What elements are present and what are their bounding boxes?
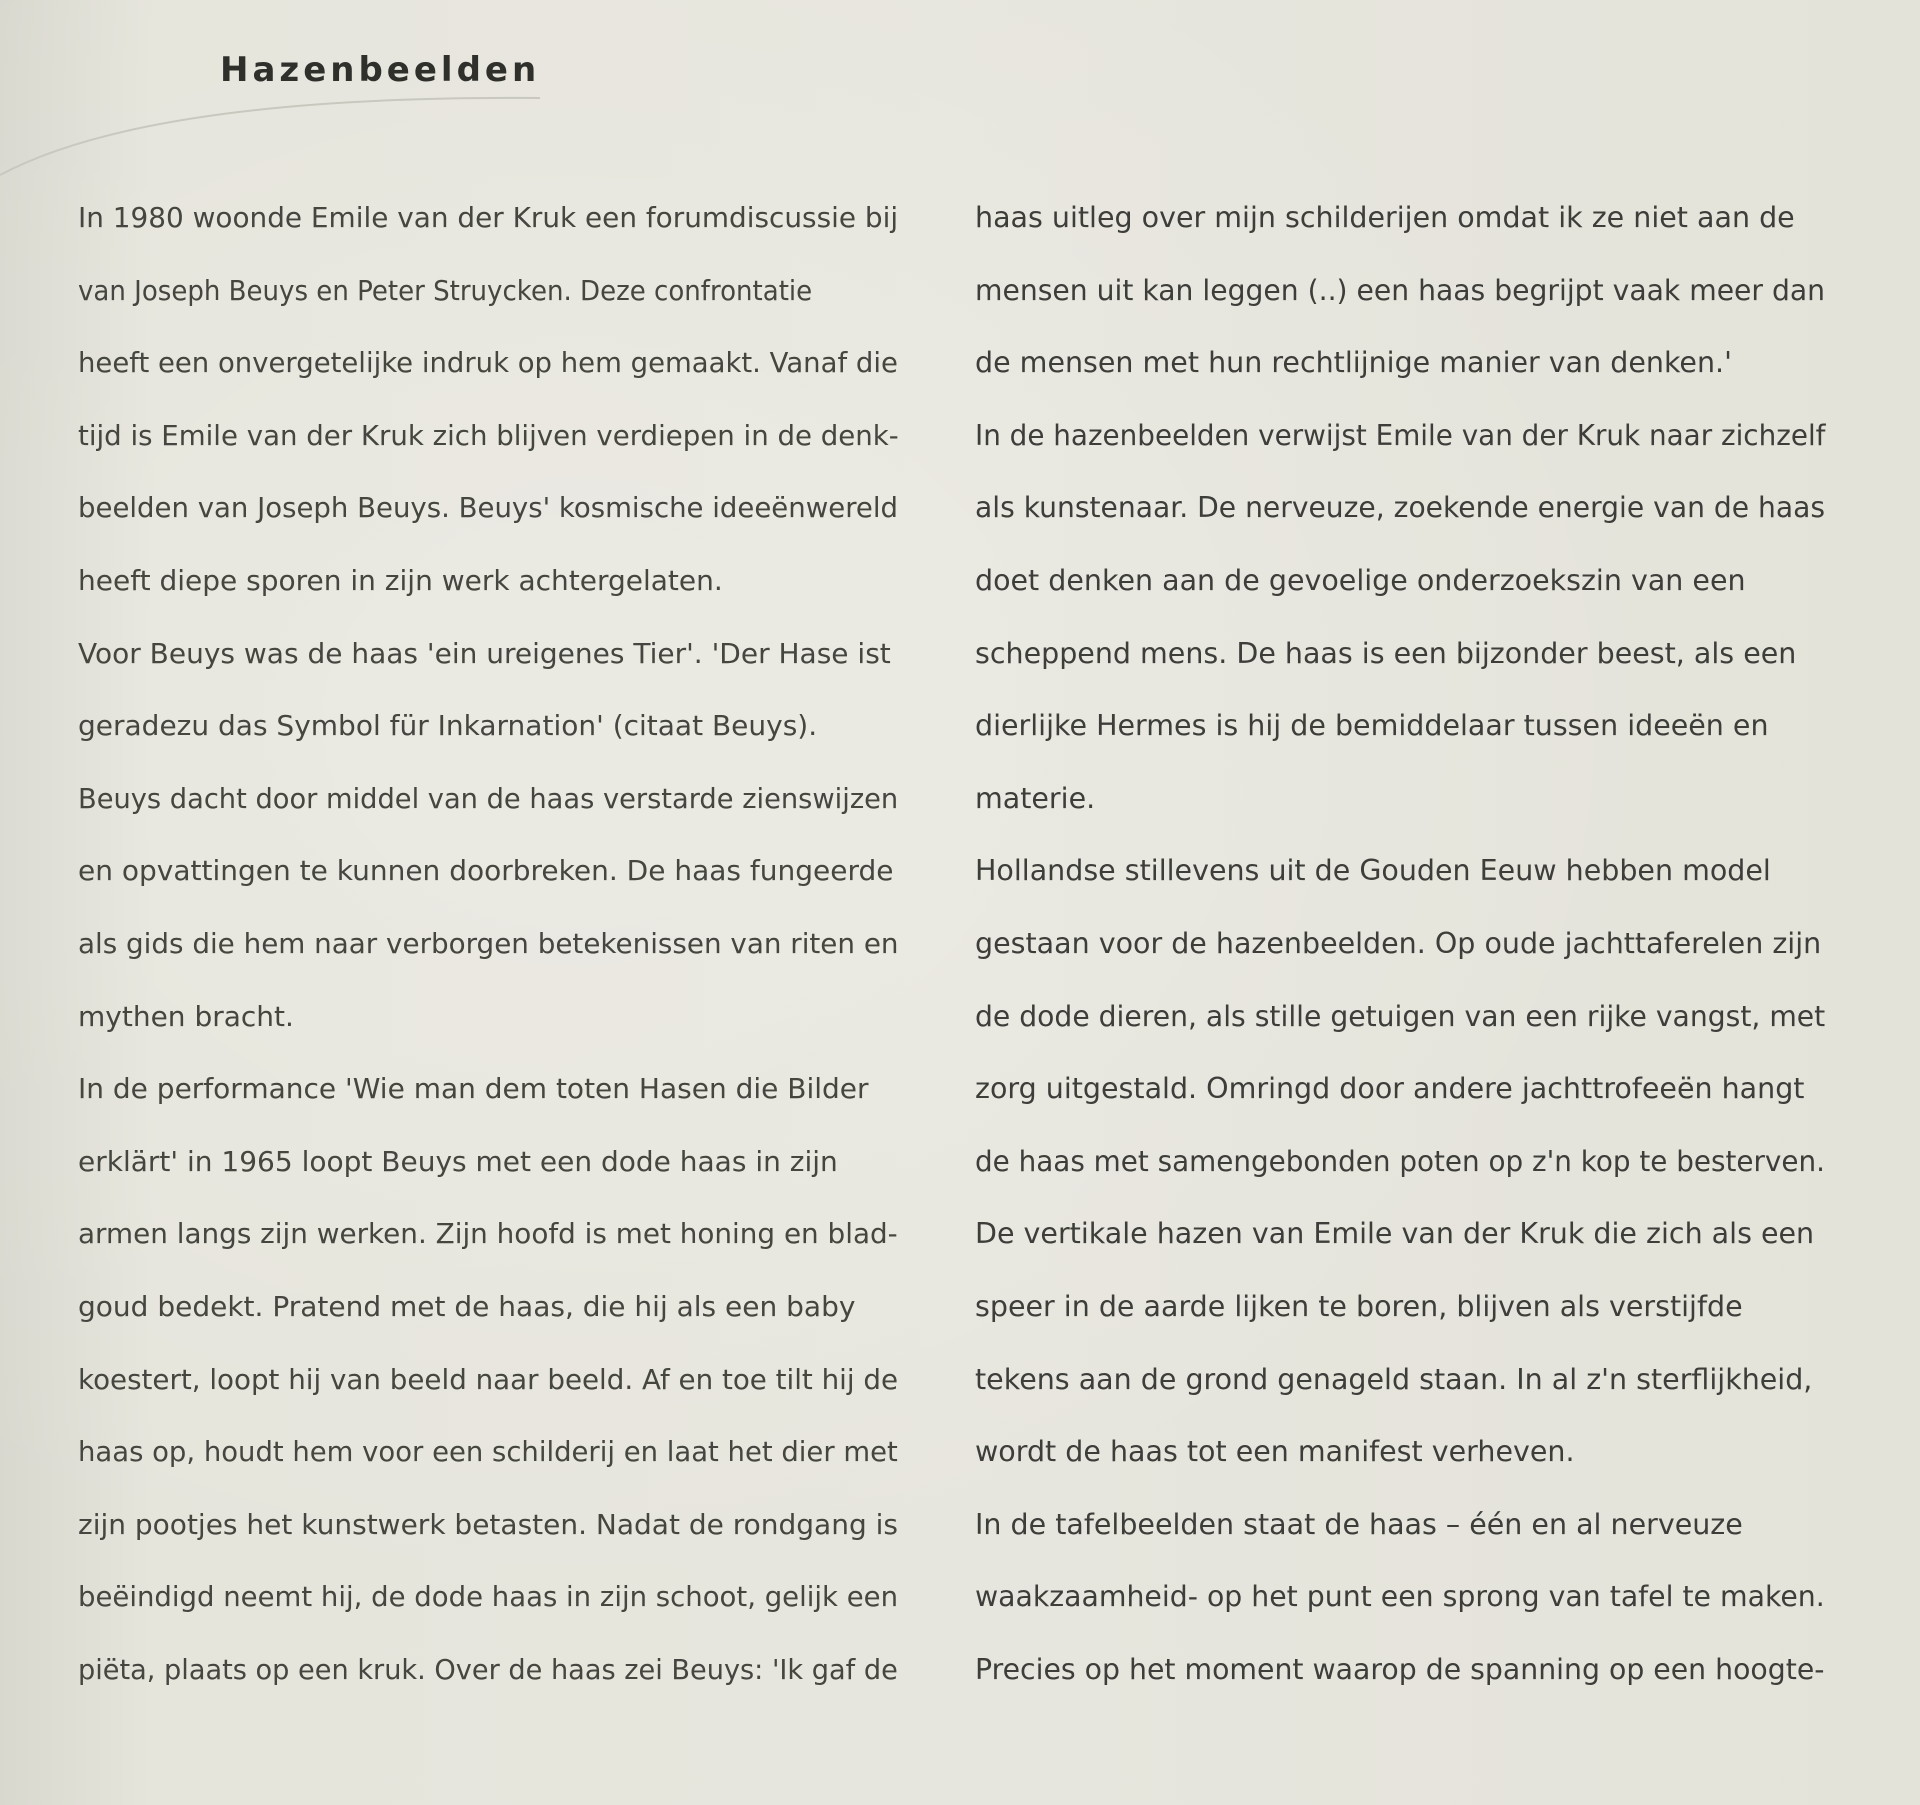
text-line: mythen bracht. (78, 999, 294, 1033)
text-line: materie. (975, 781, 1096, 815)
text-line: koestert, loopt hij van beeld naar beeld. Af en toe tilt hij de (78, 1362, 899, 1396)
text-line: zijn pootjes het kunstwerk betasten. Nadat de rondgang is (78, 1507, 898, 1541)
text-line: tekens aan de grond genageld staan. In al z'n sterflijkheid, (975, 1362, 1813, 1396)
text-line: haas op, houdt hem voor een schilderij en laat het dier met (78, 1435, 898, 1469)
text-line: heeft diepe sporen in zijn werk achtergelaten. (78, 563, 723, 597)
text-line: de haas met samengebonden poten op z'n kop te besterven. (975, 1144, 1825, 1178)
text-line: geradezu das Symbol für Inkarnation' (citaat Beuys). (78, 709, 818, 743)
text-line: de dode dieren, als stille getuigen van een rijke vangst, met (975, 999, 1826, 1033)
text-line: zorg uitgestald. Omringd door andere jachttrofeeën hangt (975, 1072, 1805, 1106)
text-line: Beuys dacht door middel van de haas verstarde zienswijzen (78, 781, 899, 815)
text-line: tijd is Emile van der Kruk zich blijven verdiepen in de denk- (78, 418, 899, 452)
text-line: als kunstenaar. De nerveuze, zoekende energie van de haas (975, 491, 1826, 525)
text-line: dierlijke Hermes is hij de bemiddelaar tussen ideeën en (975, 709, 1769, 743)
text-line: als gids die hem naar verborgen betekenissen van riten en (78, 926, 899, 960)
text-line: In 1980 woonde Emile van der Kruk een forumdiscussie bij (78, 201, 899, 234)
text-line: doet denken aan de gevoelige onderzoekszin van een (975, 563, 1746, 597)
text-line: mensen uit kan leggen (..) een haas begrijpt vaak meer dan (975, 273, 1826, 307)
text-line: wordt de haas tot een manifest verheven. (975, 1435, 1575, 1469)
text-line: piëta, plaats op een kruk. Over de haas zei Beuys: 'Ik gaf de (78, 1652, 898, 1686)
text-line: haas uitleg over mijn schilderijen omdat ik ze niet aan de (975, 201, 1795, 234)
left-text-column (78, 196, 898, 1720)
text-line: van Joseph Beuys en Peter Struycken. Deze confrontatie (78, 273, 813, 307)
text-line: Voor Beuys was de haas 'ein ureigenes Tier'. 'Der Hase ist (78, 636, 891, 670)
text-line: De vertikale hazen van Emile van der Kruk die zich als een (975, 1217, 1815, 1251)
text-line: speer in de aarde lijken te boren, blijven als verstijfde (975, 1289, 1743, 1323)
text-line: In de tafelbeelden staat de haas – één en al nerveuze (975, 1507, 1743, 1541)
text-line: heeft een onvergetelijke indruk op hem gemaakt. Vanaf die (78, 346, 898, 380)
page-title: Hazenbeelden (220, 50, 541, 90)
text-line: gestaan voor de hazenbeelden. Op oude jachttaferelen zijn (975, 926, 1822, 960)
text-line: In de performance 'Wie man dem toten Hasen die Bilder (78, 1072, 869, 1106)
text-line: de mensen met hun rechtlijnige manier van denken.' (975, 346, 1732, 380)
text-line: beelden van Joseph Beuys. Beuys' kosmische ideeënwereld (78, 491, 899, 525)
right-text-column (975, 196, 1825, 1720)
text-line: In de hazenbeelden verwijst Emile van der Kruk naar zichzelf (975, 418, 1826, 452)
text-line: erklärt' in 1965 loopt Beuys met een dode haas in zijn (78, 1144, 838, 1178)
text-line: Hollandse stillevens uit de Gouden Eeuw hebben model (975, 854, 1771, 888)
text-line: Precies op het moment waarop de spanning op een hoogte- (975, 1652, 1825, 1686)
text-line: goud bedekt. Pratend met de haas, die hij als een baby (78, 1289, 856, 1323)
text-line: waakzaamheid- op het punt een sprong van tafel te maken. (975, 1580, 1825, 1614)
text-line: beëindigd neemt hij, de dode haas in zijn schoot, gelijk een (78, 1580, 899, 1614)
text-line: scheppend mens. De haas is een bijzonder beest, als een (975, 636, 1797, 670)
text-line: en opvattingen te kunnen doorbreken. De haas fungeerde (78, 854, 894, 888)
text-line: armen langs zijn werken. Zijn hoofd is met honing en blad- (78, 1217, 898, 1251)
